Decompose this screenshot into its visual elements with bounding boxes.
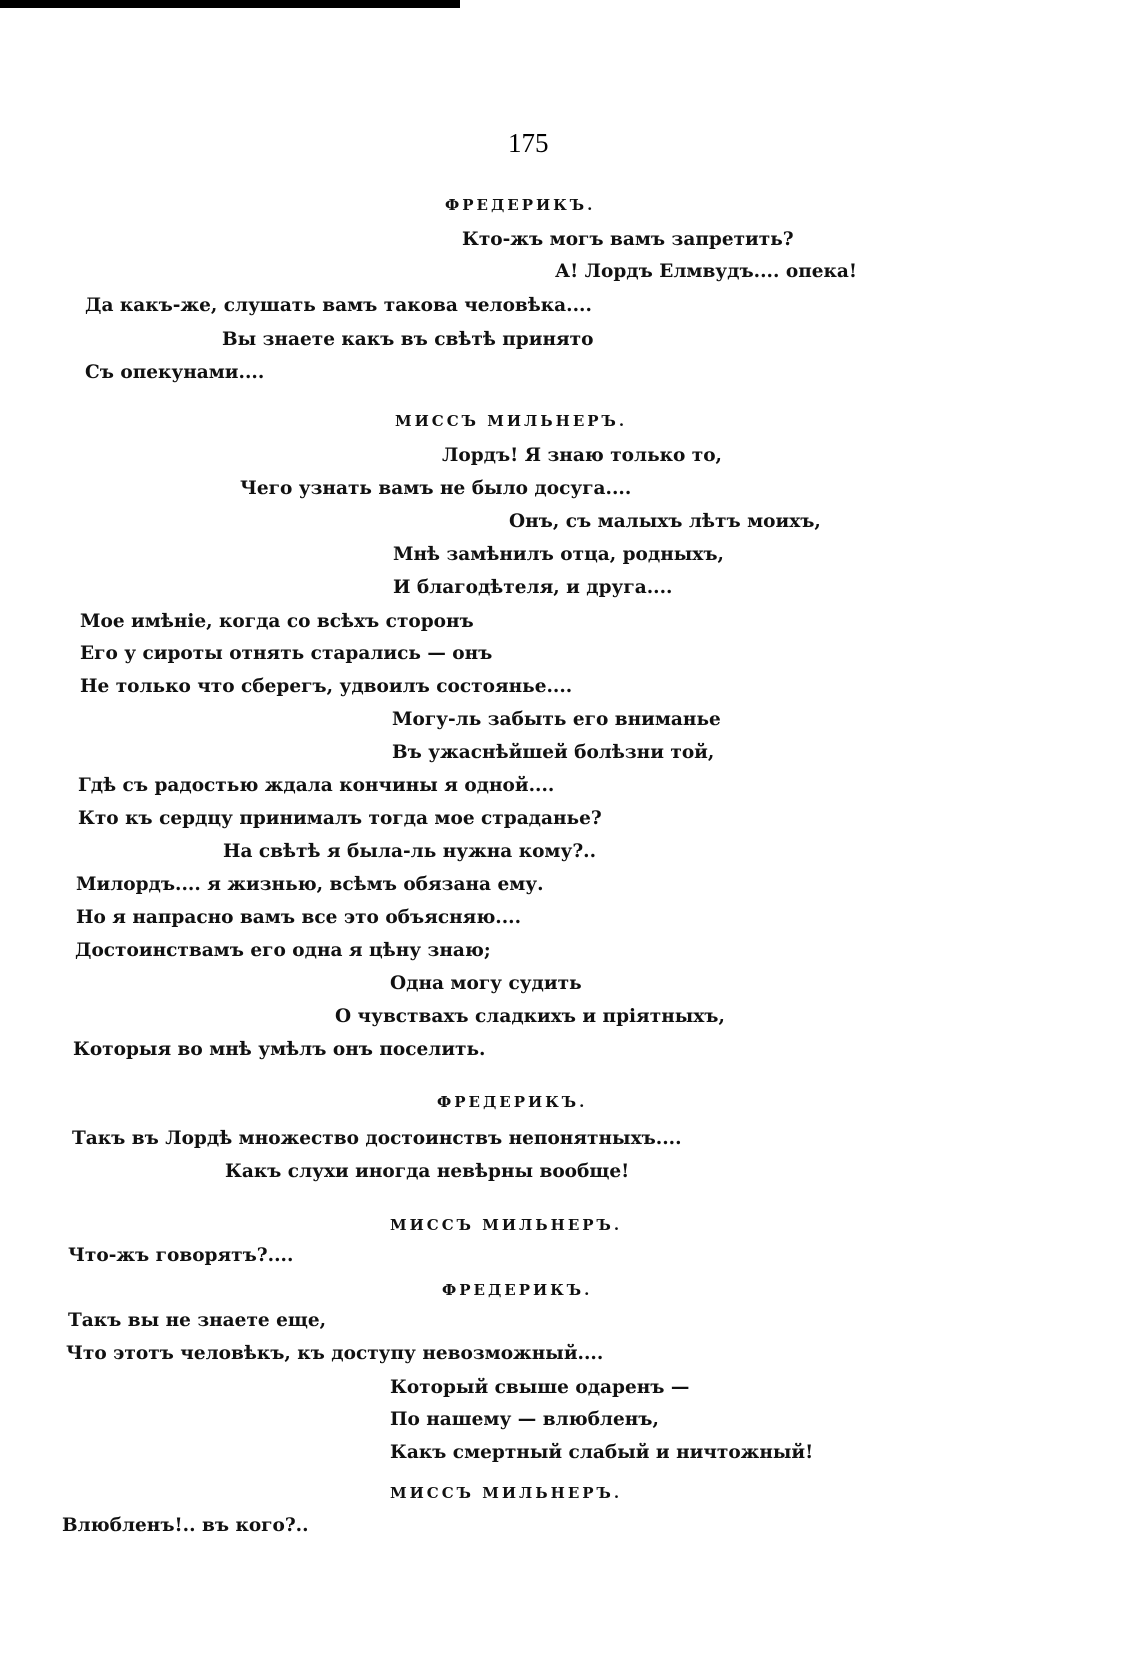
- verse-line: Вы знаете какъ въ свѣтѣ принято: [222, 329, 594, 350]
- verse-line: По нашему — влюбленъ,: [390, 1409, 659, 1430]
- verse-line: Кто къ сердцу принималъ тогда мое страданье?: [78, 808, 602, 829]
- verse-line: Его у сироты отнять старались — онъ: [80, 643, 493, 664]
- verse-line: На свѣтѣ я была-ль нужна кому?..: [223, 841, 597, 862]
- verse-line: Мнѣ замѣнилъ отца, родныхъ,: [393, 544, 724, 565]
- verse-line: Кто-жъ могъ вамъ запретить?: [462, 229, 794, 250]
- verse-line: Не только что сберегъ, удвоилъ состоянье....: [80, 676, 573, 697]
- verse-line: Чего узнать вамъ не было досуга....: [240, 478, 632, 499]
- verse-line: А! Лордъ Елмвудъ.... опека!: [555, 261, 857, 282]
- verse-line: О чувствахъ сладкихъ и пріятныхъ,: [335, 1006, 725, 1027]
- verse-line: Могу-ль забыть его вниманье: [392, 709, 721, 730]
- speaker-name: ФРЕДЕРИКЪ.: [445, 196, 596, 214]
- speaker-name: МИССЪ МИЛЬНЕРЪ.: [395, 412, 628, 430]
- verse-line: И благодѣтеля, и друга....: [393, 577, 673, 598]
- speaker-name: МИССЪ МИЛЬНЕРЪ.: [390, 1484, 623, 1502]
- verse-line: Онъ, съ малыхъ лѣтъ моихъ,: [509, 511, 821, 532]
- verse-line: Милордъ.... я жизнью, всѣмъ обязана ему.: [76, 874, 544, 895]
- verse-line: Но я напрасно вамъ все это объясняю....: [76, 907, 522, 928]
- scan-edge-bar: [0, 0, 460, 8]
- speaker-name: ФРЕДЕРИКЪ.: [437, 1093, 588, 1111]
- verse-line: Какъ слухи иногда невѣрны вообще!: [225, 1161, 630, 1182]
- verse-line: Да какъ-же, слушать вамъ такова человѣка....: [85, 295, 592, 316]
- speaker-name: МИССЪ МИЛЬНЕРЪ.: [390, 1216, 623, 1234]
- speaker-name: ФРЕДЕРИКЪ.: [442, 1281, 593, 1299]
- verse-line: Такъ вы не знаете еще,: [68, 1310, 327, 1331]
- verse-line: Которыя во мнѣ умѣлъ онъ поселить.: [73, 1039, 486, 1060]
- verse-line: Лордъ! Я знаю только то,: [442, 445, 723, 466]
- verse-line: Влюбленъ!.. въ кого?..: [62, 1515, 309, 1536]
- verse-line: Мое имѣніе, когда со всѣхъ сторонъ: [80, 611, 474, 632]
- verse-line: Какъ смертный слабый и ничтожный!: [390, 1442, 814, 1463]
- page-number: 175: [508, 128, 549, 158]
- verse-line: Гдѣ съ радостью ждала кончины я одной....: [78, 775, 555, 796]
- verse-line: Который свыше одаренъ —: [390, 1377, 690, 1398]
- verse-line: Такъ въ Лордѣ множество достоинствъ непонятныхъ....: [72, 1128, 682, 1149]
- verse-line: Одна могу судить: [390, 973, 582, 994]
- verse-line: Съ опекунами....: [85, 362, 265, 383]
- verse-line: Въ ужаснѣйшей болѣзни той,: [392, 742, 715, 763]
- verse-line: Достоинствамъ его одна я цѣну знаю;: [75, 940, 491, 961]
- verse-line: Что-жъ говорятъ?....: [68, 1245, 294, 1266]
- verse-line: Что этотъ человѣкъ, къ доступу невозможный....: [66, 1343, 604, 1364]
